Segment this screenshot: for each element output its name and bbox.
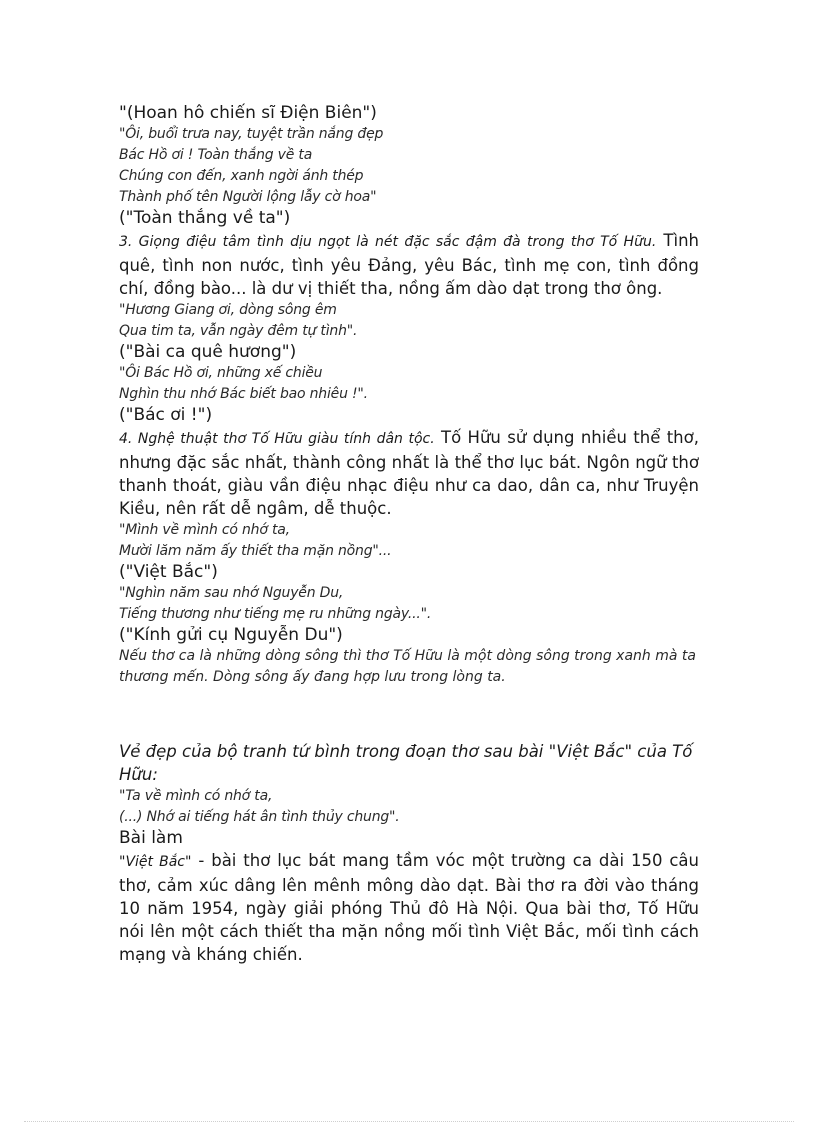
- page-bottom-rule: [24, 1121, 794, 1122]
- essay-paragraph-lead: "Việt Bắc": [119, 854, 192, 870]
- verse-line: Thành phố tên Người lộng lẫy cờ hoa": [119, 189, 377, 205]
- verse-line: "Mình về mình có nhớ ta,: [119, 522, 290, 538]
- verse-line: Mười lăm năm ấy thiết tha mặn nồng"...: [119, 543, 392, 559]
- poem-title-bac-oi: ("Bác ơi !"): [119, 405, 213, 425]
- paragraph-3: [119, 229, 699, 300]
- section-heading: Vẻ đẹp của bộ tranh tứ bình trong đoạn thơ sau bài "Việt Bắc" của Tố Hữu:: [119, 742, 693, 784]
- paragraph-4: [119, 426, 699, 520]
- paragraph-4-lead: 4. Nghệ thuật thơ Tố Hữu giàu tính dân tộc.: [119, 431, 435, 447]
- document-page: [119, 103, 699, 966]
- essay-paragraph-text: - bài thơ lục bát mang tầm vóc một trường ca dài 150 câu thơ, cảm xúc dâng lên mênh mông dào dạt. Bài thơ ra đời vào tháng 10 năm 1954, ngày giải phóng Thủ đô Hà Nội. Qua bài thơ, Tố Hữu nói lên một cách thiết tha mặn nồng mối tình Việt Bắc, mối tình cách mạng và kháng chiến.: [119, 851, 699, 964]
- poem-title-kinh-gui: ("Kính gửi cụ Nguyễn Du"): [119, 625, 343, 645]
- verse-block-1: [119, 124, 699, 208]
- verse-line: "Ôi, buổi trưa nay, tuyệt trần nắng đẹp: [119, 126, 384, 142]
- paragraph-3-lead: 3. Giọng điệu tâm tình dịu ngọt là nét đặc sắc đậm đà trong thơ Tố Hữu.: [119, 234, 657, 250]
- verse-line: Nghìn thu nhớ Bác biết bao nhiêu !".: [119, 386, 368, 402]
- verse-line: Tiếng thương như tiếng mẹ ru những ngày...".: [119, 606, 432, 622]
- closing-paragraph: Nếu thơ ca là những dòng sông thì thơ Tố Hữu là một dòng sông trong xanh mà ta thương mến. Dòng sông ấy đang hợp lưu trong lòng ta.: [119, 648, 696, 685]
- verse-line: "Nghìn năm sau nhớ Nguyễn Du,: [119, 585, 344, 601]
- section-spacer: [119, 688, 699, 740]
- verse-block-2: [119, 300, 699, 342]
- poem-title-viet-bac: ("Việt Bắc"): [119, 562, 218, 582]
- essay-paragraph: [119, 849, 699, 966]
- verse-line: Chúng con đến, xanh ngời ánh thép: [119, 168, 364, 184]
- paragraph-4-text: Tố Hữu sử dụng nhiều thể thơ, nhưng đặc sắc nhất, thành công nhất là thể thơ lục bát. Ngôn ngữ thơ thanh thoát, giàu vần điệu nhạc điệu như ca dao, dân ca, như Truyện Kiều, nên rất dễ ngâm, dễ thuộc.: [119, 428, 699, 518]
- poem-title-toan-thang: ("Toàn thắng về ta"): [119, 208, 291, 228]
- verse-block-6: [119, 786, 699, 828]
- paragraph-3-text: Tình quê, tình non nước, tình yêu Đảng, yêu Bác, tình mẹ con, tình đồng chí, đồng bào... là dư vị thiết tha, nồng ấm dào dạt trong thơ ông.: [119, 231, 699, 298]
- verse-line: Qua tim ta, vẫn ngày đêm tự tình".: [119, 323, 358, 339]
- poem-title-hoan-ho: "(Hoan hô chiến sĩ Điện Biên"): [119, 103, 377, 123]
- verse-line: (...) Nhớ ai tiếng hát ân tình thủy chung".: [119, 809, 400, 825]
- verse-line: Bác Hồ ơi ! Toàn thắng về ta: [119, 147, 313, 163]
- verse-block-5: [119, 583, 699, 625]
- verse-line: "Ôi Bác Hồ ơi, những xế chiều: [119, 365, 323, 381]
- essay-label: Bài làm: [119, 828, 183, 848]
- verse-block-4: [119, 520, 699, 562]
- verse-block-3: [119, 363, 699, 405]
- verse-line: "Ta về mình có nhớ ta,: [119, 788, 273, 804]
- poem-title-bai-ca: ("Bài ca quê hương"): [119, 342, 297, 362]
- verse-line: "Hương Giang ơi, dòng sông êm: [119, 302, 337, 318]
